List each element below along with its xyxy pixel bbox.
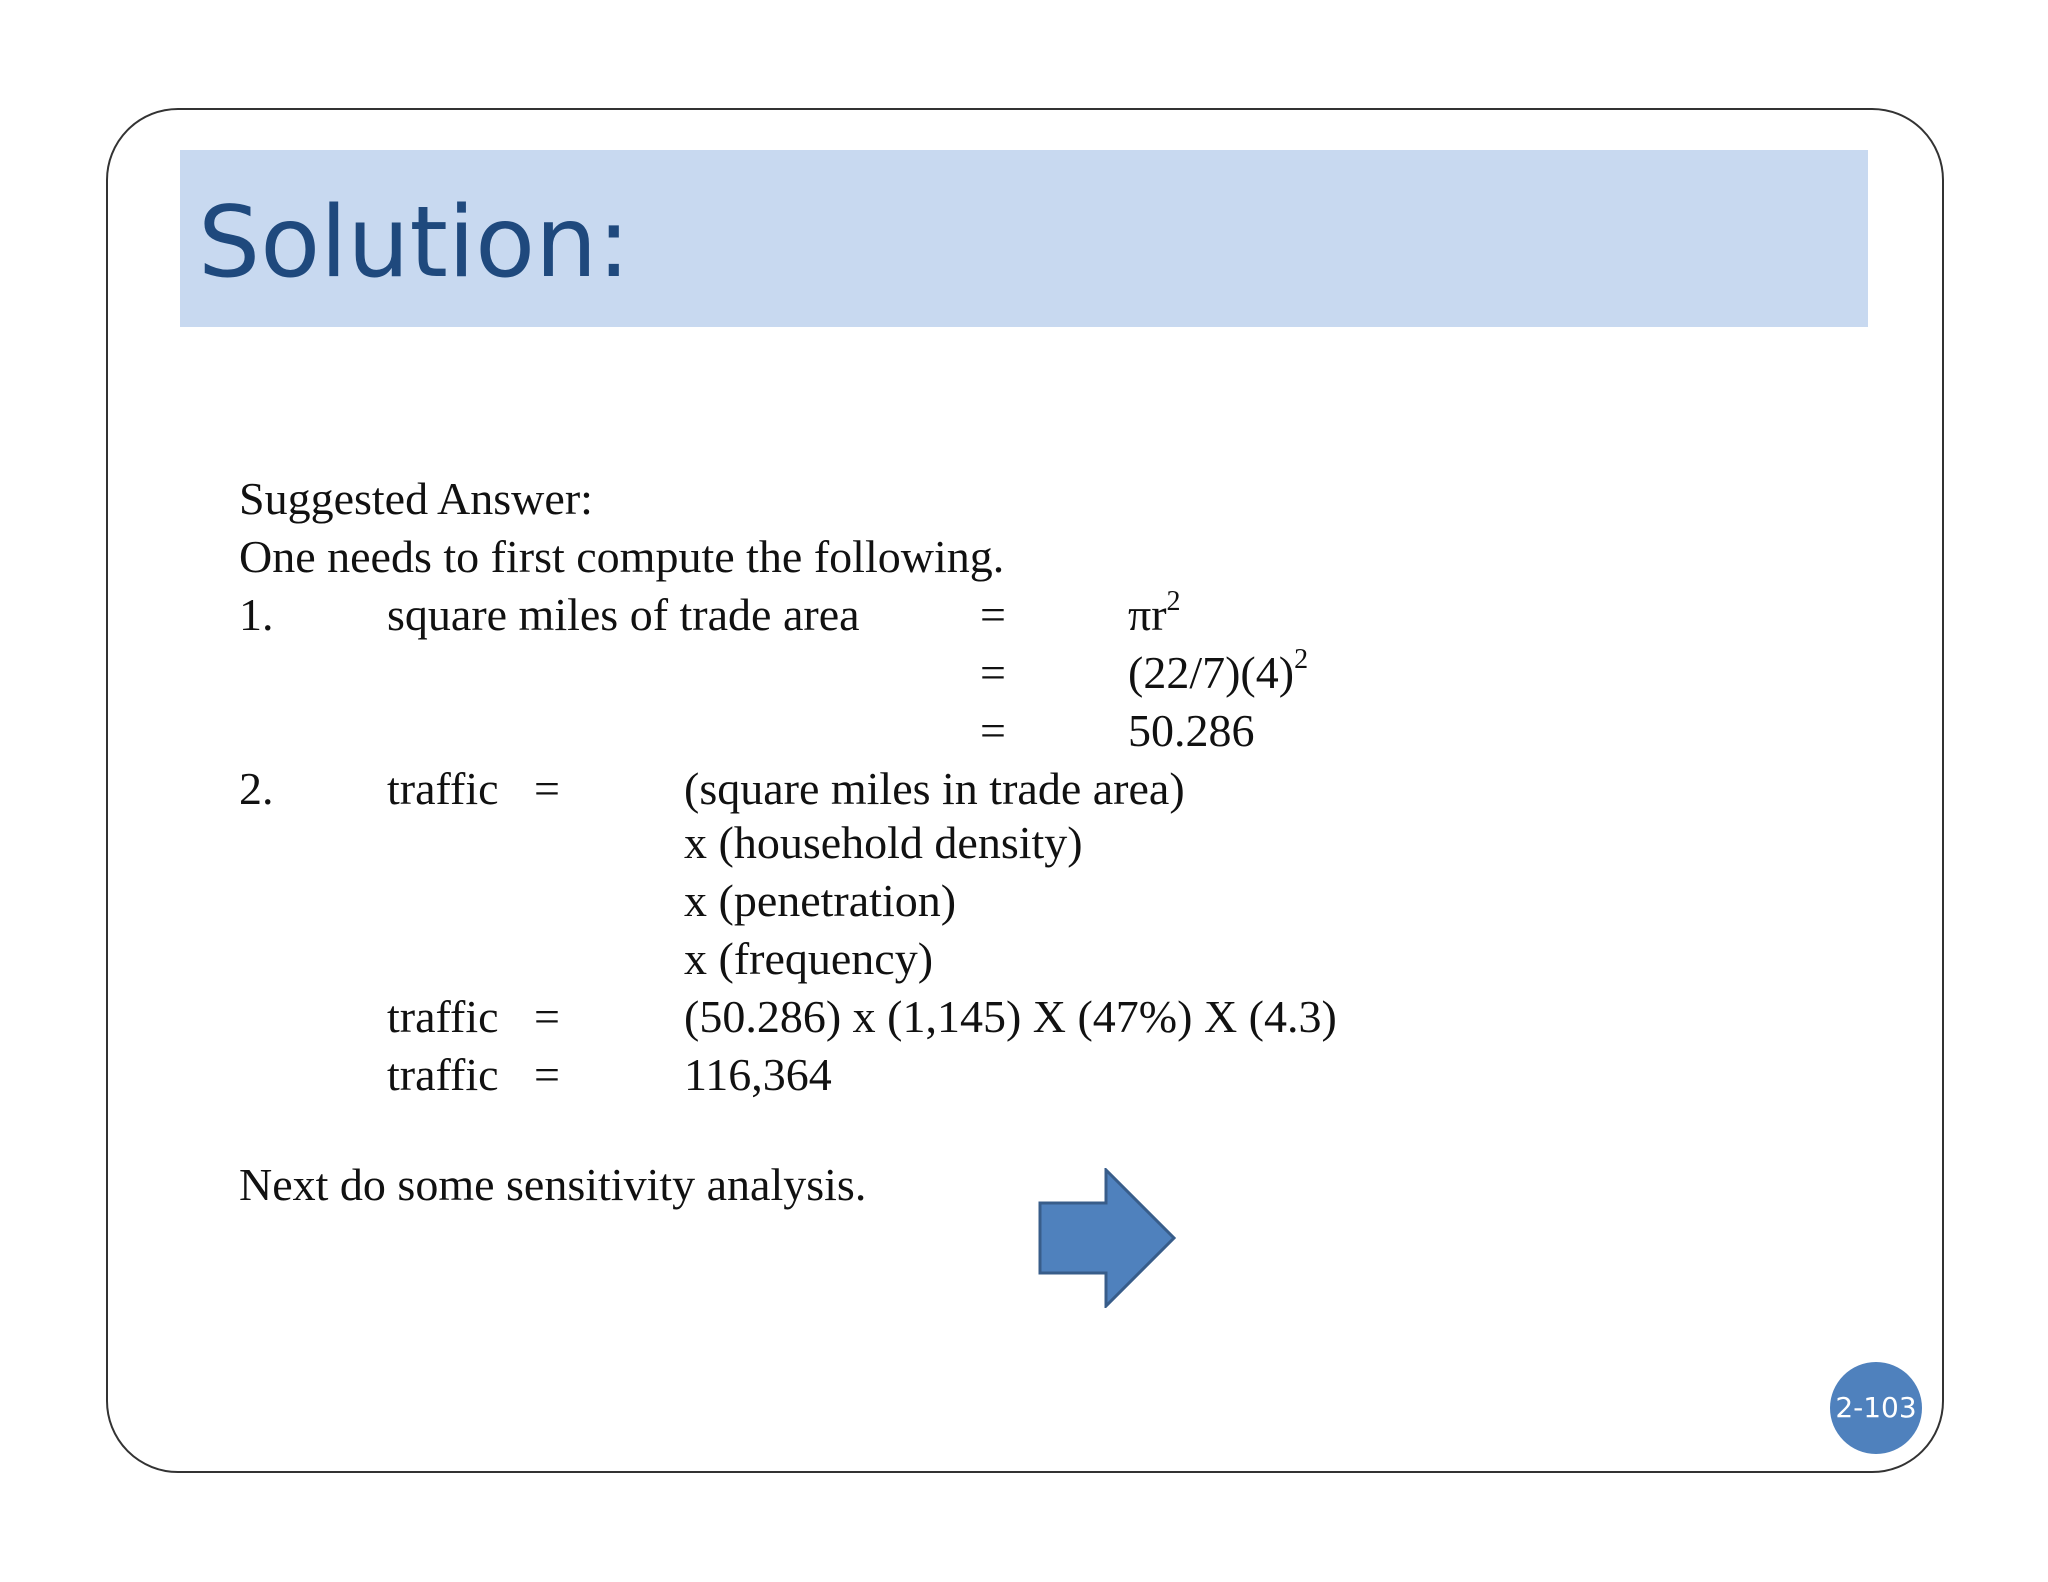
step2-equals-2: =	[534, 991, 560, 1042]
step1-label: square miles of trade area	[387, 589, 860, 640]
suggested-answer-heading: Suggested Answer:	[239, 473, 593, 524]
step2-formula-line: x (household density)	[684, 817, 1083, 868]
step1-result: 50.286	[1128, 705, 1255, 756]
step2-label-3: traffic	[387, 1049, 499, 1100]
step2-label-2: traffic	[387, 991, 499, 1042]
step2-formula-line: x (penetration)	[684, 875, 957, 926]
step1-formula	[1128, 588, 1181, 642]
step2-equals-1: =	[534, 763, 560, 814]
intro-text: One needs to first compute the following.	[239, 531, 1005, 582]
page-number-badge: 2-103	[1830, 1362, 1922, 1454]
step2-formula-line: (square miles in trade area)	[684, 763, 1185, 814]
step1-formula-base: πr	[1128, 589, 1167, 640]
step1-equals-2: =	[980, 647, 1006, 698]
step2-number: 2.	[239, 763, 274, 814]
step2-result: 116,364	[684, 1049, 832, 1100]
step1-number: 1.	[239, 589, 274, 640]
step1-equals-3: =	[980, 705, 1006, 756]
right-arrow-icon[interactable]	[1038, 1168, 1176, 1308]
step1-equals-1: =	[980, 589, 1006, 640]
step2-label-1: traffic	[387, 763, 499, 814]
step1-substitution-exponent: 2	[1294, 644, 1309, 675]
step2-equals-3: =	[534, 1049, 560, 1100]
step1-substitution	[1128, 646, 1308, 700]
conclusion-text: Next do some sensitivity analysis.	[239, 1159, 867, 1210]
step1-substitution-base: (22/7)(4)	[1128, 647, 1295, 698]
slide-title: Solution:	[198, 186, 631, 300]
step1-formula-exponent: 2	[1166, 586, 1181, 617]
step2-substitution: (50.286) x (1,145) X (47%) X (4.3)	[684, 991, 1337, 1042]
step2-formula-line: x (frequency)	[684, 933, 934, 984]
